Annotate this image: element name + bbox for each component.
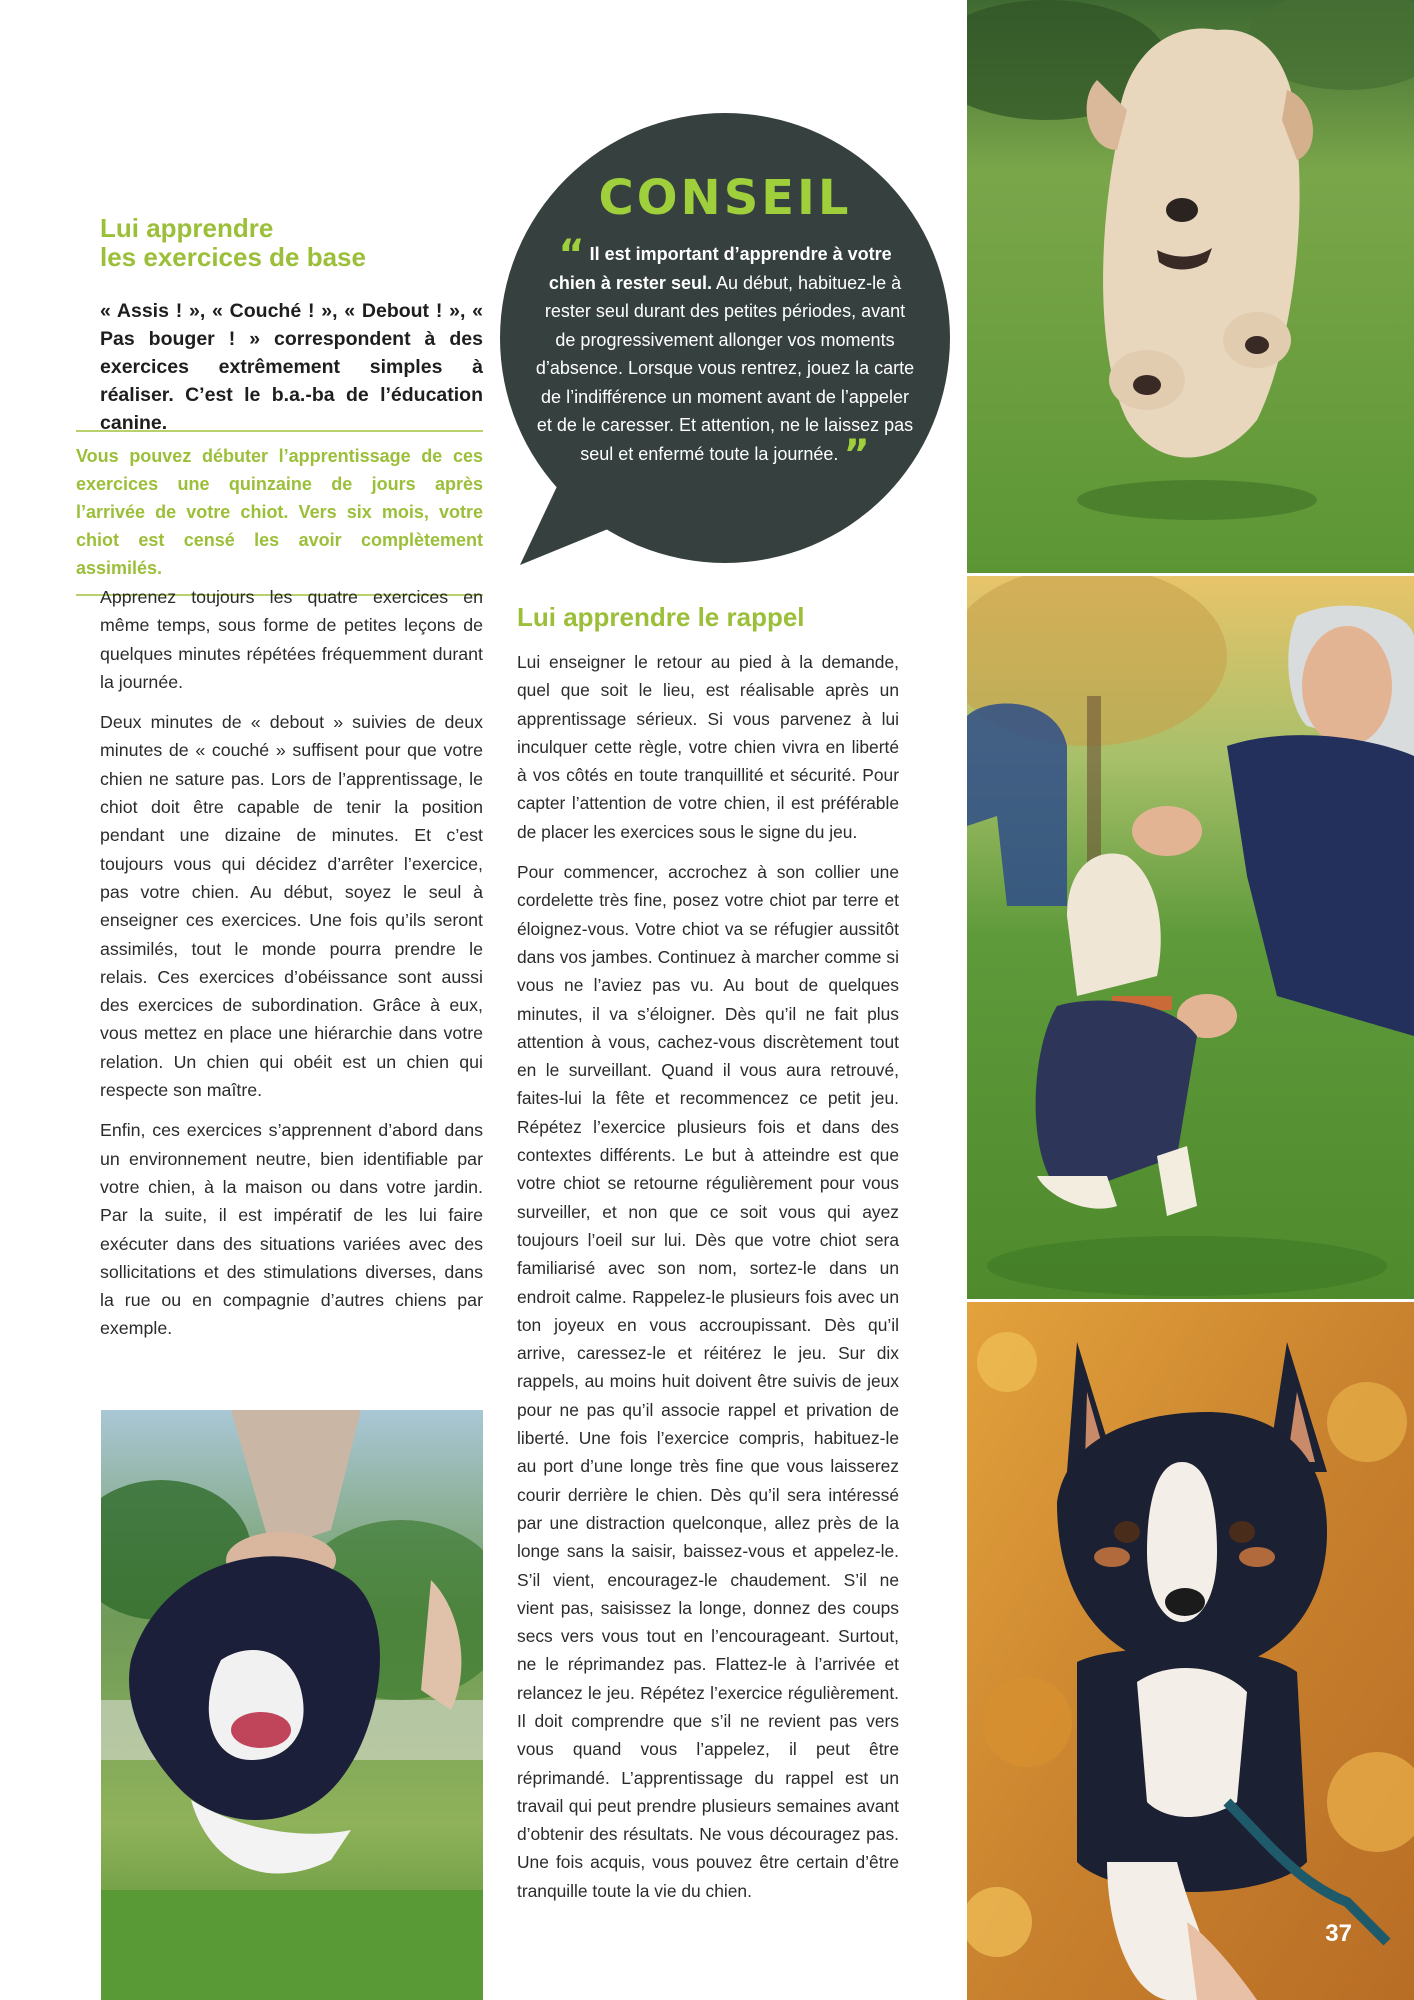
left-paragraph: Apprenez toujours les quatre exercices en même temps, sous forme de petites leçons de quelques minutes répétées fréquemment durant la journée. (100, 587, 483, 692)
middle-paragraph: Pour commencer, accrochez à son collier une cordelette très fine, posez votre chiot par terre et éloignez-vous. Votre chiot va se réfugier aussitôt dans vos jambes. Continuez à marcher comme si vous ne l’aviez pas vu. Au bout de quelques minutes, il va s’éloigner. Dès qu’il ne fait plus attention à vous, cachez-vous discrètement tout en le surveillant. Quand il vous aura retrouvé, faites-lui la fête et recommencez ce petit jeu. Répétez l’exercice plusieurs fois et dans des contextes différents. Le but à atteindre est que votre chiot se retourne régulièrement pour vous surveiller, et non que ce soit vous qui ayez toujours l’oeil sur lui. Dès que votre chiot sera familiarisé avec son nom, sortez-le dans un endroit calme. Rappelez-le plusieurs fois avec un ton joyeux en vous accroupissant. Dès qu’il arrive, caressez-le et réitérez le jeu. Sur dix rappels, au moins huit doivent être suivis de jeux pour ne pas qu’il associe rappel et privation de liberté. Une fois l’exercice compris, habituez-le au port d’une longe très fine que vous laisserez courir derrière le chien. Dès qu’il sera intéressé par une distraction quelconque, allez près de la longe sans la saisir, baissez-vous et appelez-le. S’il vient, encouragez-le chaudement. S’il ne vient pas, saisissez la longe, donnez des coups secs vers vous tout en l’encourageant. Surtout, ne le réprimandez pas. Flattez-le à l’arrivée et relancez le jeu. Répétez l’exercice régulièrement. Il doit comprendre que s’il ne revient pas vers vous quand vous l’appelez, il peut être réprimandé. L’apprentissage du rappel est un travail qui peut prendre plusieurs semaines avant d’obtenir des résultats. Ne vous découragez pas. Une fois acquis, vous pouvez être certain d’être tranquille toute la vie du chien. (517, 862, 899, 1901)
photo-running-puppy-image (967, 0, 1414, 573)
close-quote-icon: ” (843, 431, 870, 478)
callout-box (76, 430, 483, 596)
conseil-text (533, 232, 917, 478)
section-title-line2: les exercices de base (100, 242, 366, 272)
bubble-tail (520, 480, 630, 570)
left-paragraph: Enfin, ces exercices s’apprennent d’abord dans un environnement neutre, bien identifiable par votre chien, à la maison ou dans votre jardin. Par la suite, il est impératif de les lui faire exécuter dans des situations variées avec des sollicitations et des stimulations diverses, dans la rue ou en compagnie d’autres chiens par exemple. (100, 1120, 483, 1339)
callout-text: Vous pouvez débuter l’apprentissage de ces exercices une quinzaine de jours après l’arrivée de votre chiot. Vers six mois, votre chiot est censé les avoir complètement assimilés. (76, 446, 483, 578)
photo-man-training-puppy-image (967, 576, 1414, 1299)
recall-heading: Lui apprendre le rappel (517, 602, 805, 632)
open-quote-icon: “ (558, 232, 585, 278)
photo-collie-autumn (967, 1302, 1414, 2000)
left-heading (100, 214, 490, 272)
left-body (100, 583, 483, 1355)
left-paragraph: Deux minutes de « debout » suivies de deux minutes de « couché » suffisent pour que votre chien ne sature pas. Lors de l’apprentissage, le chiot doit être capable de tenir la position pendant une dizaine de minutes. Et c’est toujours vous qui décidez d’arrêter l’exercice, pas votre chien. Au début, soyez le seul à enseigner ces exercices. Une fois qu’ils seront assimilés, tout le monde pourra prendre le relais. Ces exercices d’obéissance sont aussi des exercices de subordination. Grâce à eux, vous mettez en place une hiérarchie dans votre relation. Un chien qui obéit est un chien qui respecte son maître. (100, 712, 483, 1101)
middle-paragraph: Lui enseigner le retour au pied à la demande, quel que soit le lieu, est réalisable après un apprentissage sérieux. Si vous parvenez à lui inculquer cette règle, votre chien vivra en liberté à vos côtés en toute tranquillité et sécurité. Pour capter l’attention de votre chien, il est préférable de placer les exercices sous le signe du jeu. (517, 652, 899, 842)
conseil-body: Au début, habituez-le à rester seul durant des petites périodes, avant de progressivement allonger vos moments d’absence. Lorsque vous rentrez, jouez la carte de l’indifférence un moment avant de l’appeler et de le caresser. Et attention, ne le laissez pas seul et enfermé toute la journée. (535, 272, 915, 464)
photo-collie-autumn-image (967, 1302, 1414, 2000)
conseil-title: CONSEIL (598, 170, 852, 226)
photo-man-training-puppy (967, 576, 1414, 1299)
page-number: 37 (1325, 1920, 1352, 1947)
section-title-line1: Lui apprendre (100, 213, 274, 243)
middle-body (517, 648, 899, 1917)
photo-running-puppy (967, 0, 1414, 573)
photo-border-collie-play (101, 1410, 483, 2000)
intro-paragraph: « Assis ! », « Couché ! », « Debout ! », « Pas bouger ! » correspondent à des exercices extrêmement simples à réaliser. C’est le b.a.-ba de l’éducation canine. (100, 300, 483, 434)
photo-border-collie-play-image (101, 1410, 483, 2000)
conseil-lead: Il est important d’apprendre à votre chien à rester seul. (548, 244, 892, 293)
